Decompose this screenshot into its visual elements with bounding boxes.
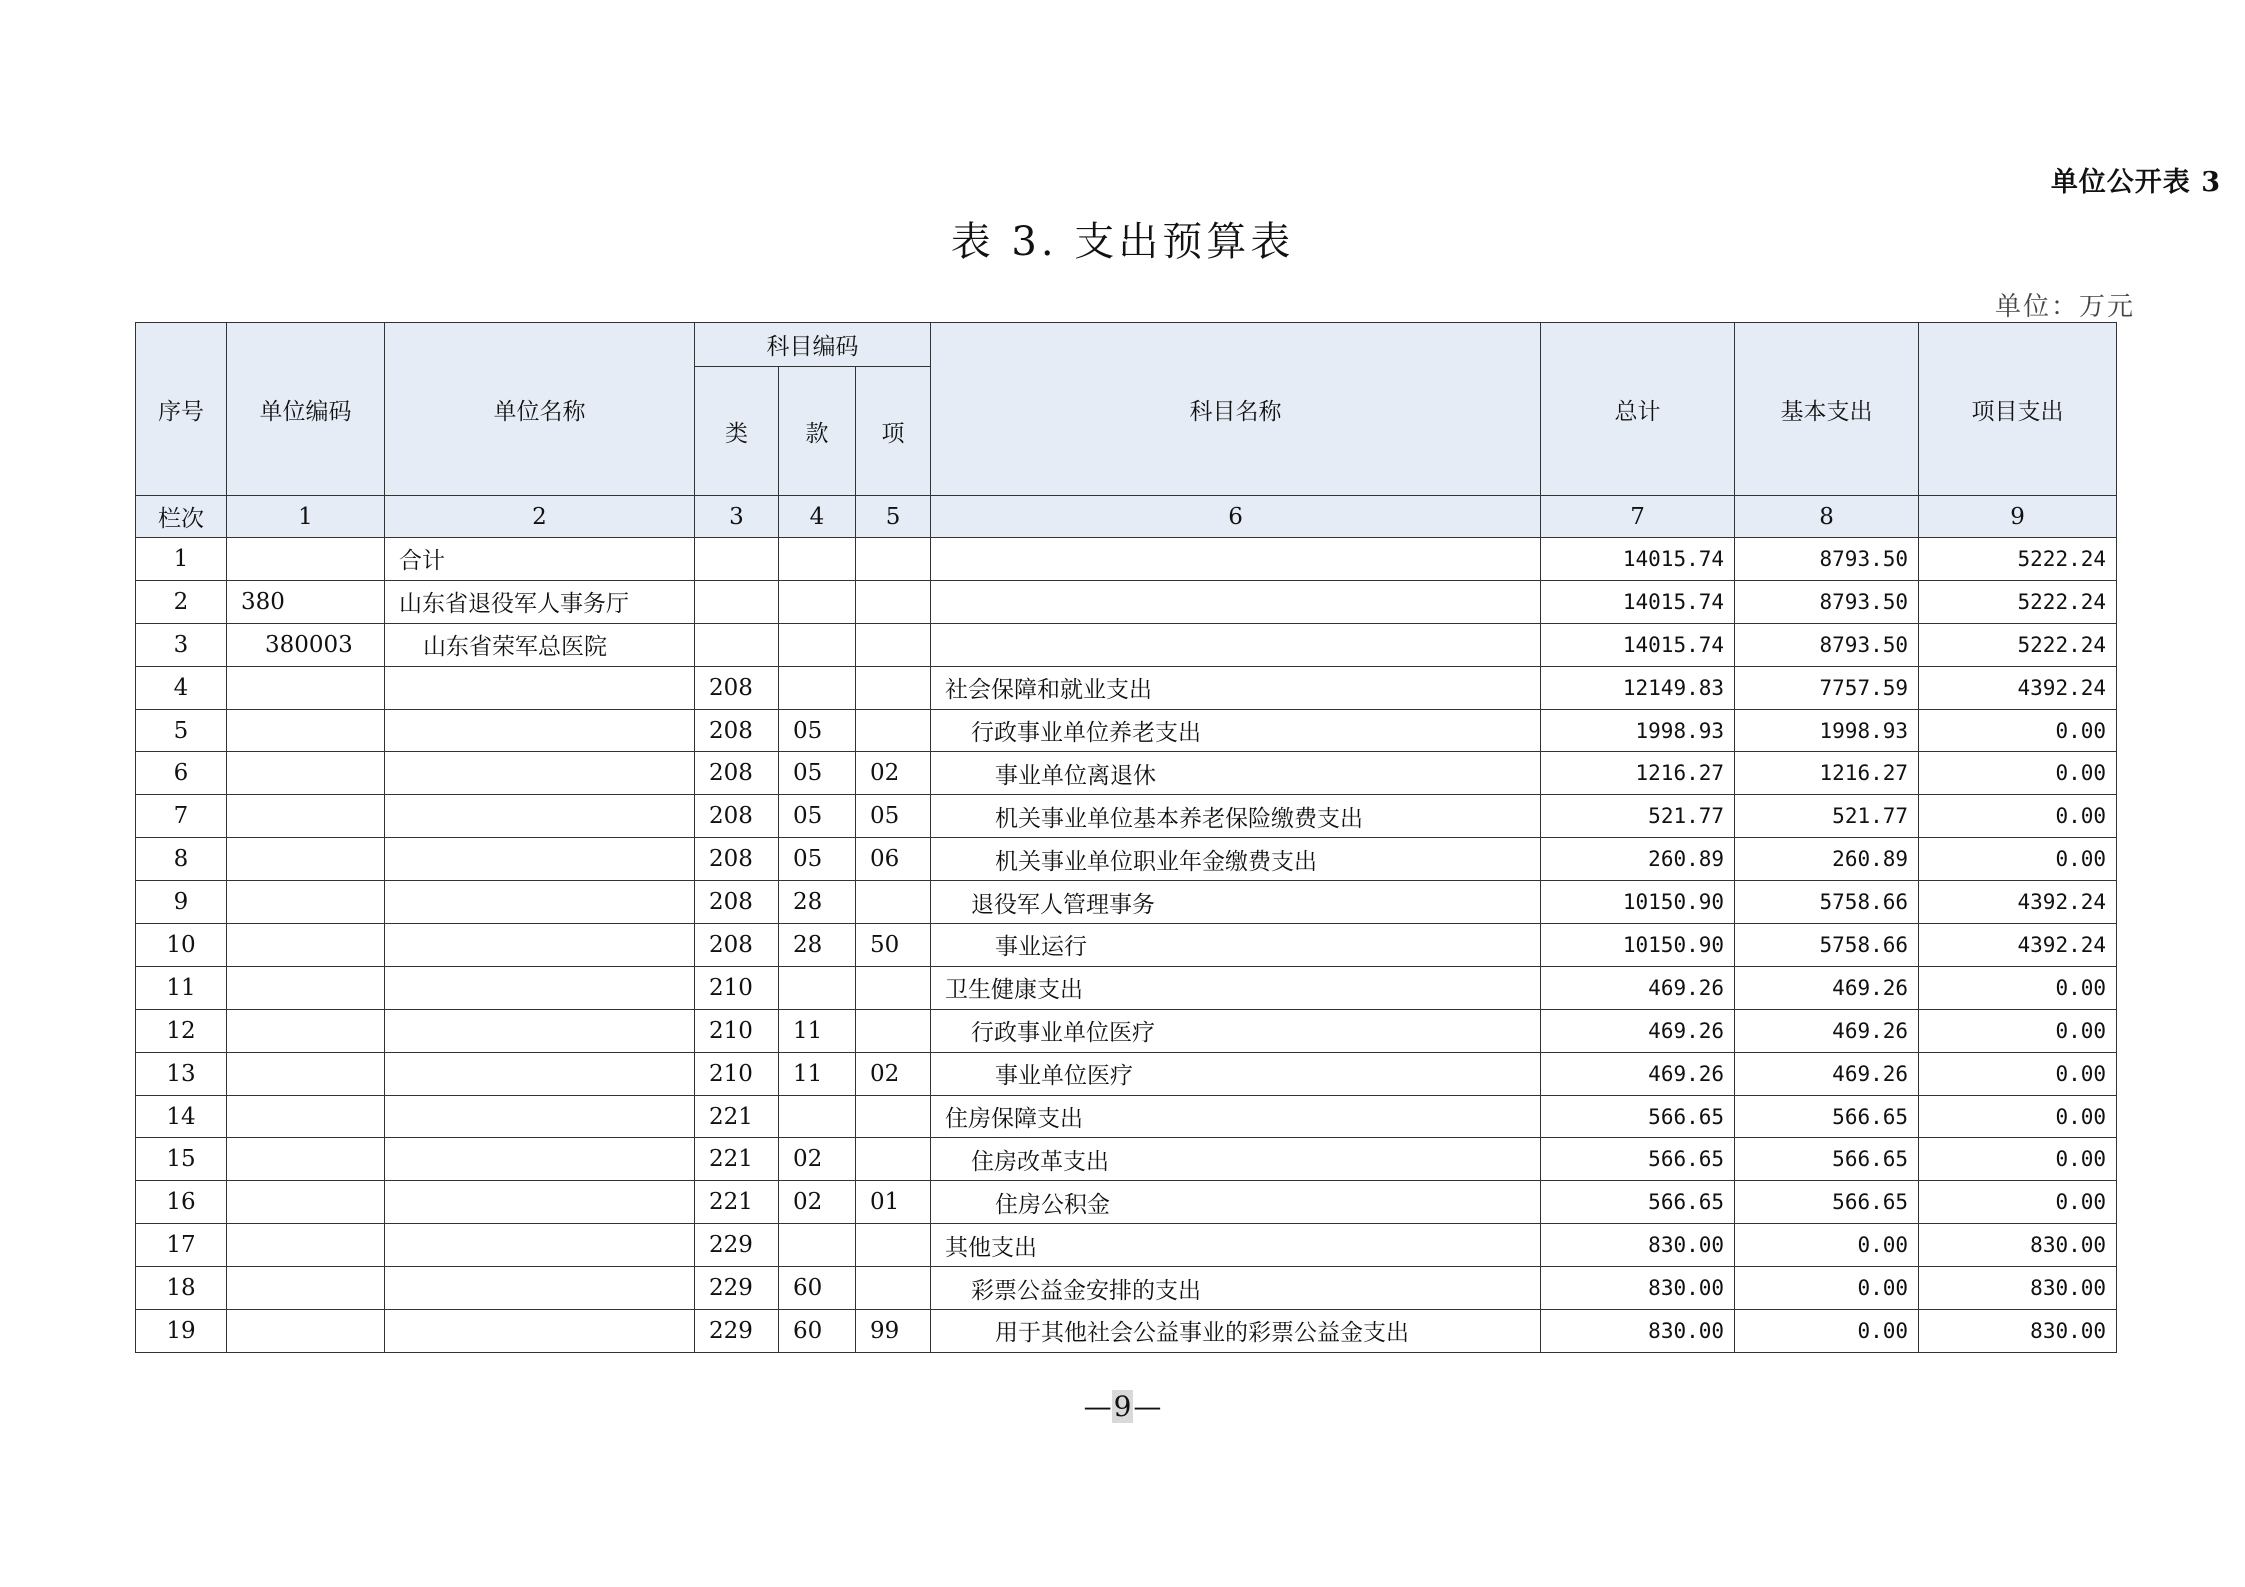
- row-total: 10150.90: [1541, 881, 1735, 924]
- row-class-code: 208: [695, 709, 779, 752]
- row-project-expenditure: 830.00: [1919, 1310, 2117, 1353]
- form-label: 单位公开表 3: [2050, 167, 2221, 198]
- header-class: 类: [695, 367, 779, 496]
- row-project-expenditure: 0.00: [1919, 1052, 2117, 1095]
- row-item-code: [856, 623, 931, 666]
- page-title: 表 3. 支出预算表: [950, 219, 1295, 265]
- row-project-expenditure: 4392.24: [1919, 666, 2117, 709]
- row-basic-expenditure: 5758.66: [1735, 924, 1919, 967]
- column-number: 4: [779, 496, 856, 538]
- table-row: [136, 538, 2117, 581]
- row-basic-expenditure: 566.65: [1735, 1138, 1919, 1181]
- row-basic-expenditure: 1998.93: [1735, 709, 1919, 752]
- row-unit-name: [385, 924, 695, 967]
- row-unit-name: [385, 881, 695, 924]
- row-class-code: 221: [695, 1138, 779, 1181]
- row-class-code: [695, 580, 779, 623]
- row-subject-name: 住房公积金: [931, 1181, 1541, 1224]
- row-basic-expenditure: 469.26: [1735, 1052, 1919, 1095]
- row-total: 566.65: [1541, 1181, 1735, 1224]
- row-total: 521.77: [1541, 795, 1735, 838]
- row-basic-expenditure: 5758.66: [1735, 881, 1919, 924]
- row-seq: 7: [136, 795, 227, 838]
- row-project-expenditure: 0.00: [1919, 795, 2117, 838]
- row-section-code: [779, 1095, 856, 1138]
- header-total: 总计: [1541, 323, 1735, 496]
- row-total: 469.26: [1541, 966, 1735, 1009]
- row-seq: 18: [136, 1267, 227, 1310]
- row-subject-name: 事业运行: [931, 924, 1541, 967]
- row-total: 14015.74: [1541, 538, 1735, 581]
- row-basic-expenditure: 8793.50: [1735, 580, 1919, 623]
- row-total: 14015.74: [1541, 623, 1735, 666]
- row-unit-code: [227, 1138, 385, 1181]
- row-unit-name: [385, 1052, 695, 1095]
- row-unit-code: [227, 1310, 385, 1353]
- row-seq: 19: [136, 1310, 227, 1353]
- row-unit-name: [385, 1310, 695, 1353]
- table-row: [136, 1310, 2117, 1353]
- row-project-expenditure: 0.00: [1919, 1181, 2117, 1224]
- row-item-code: 01: [856, 1181, 931, 1224]
- row-basic-expenditure: 0.00: [1735, 1310, 1919, 1353]
- row-subject-name: 行政事业单位养老支出: [931, 709, 1541, 752]
- row-unit-code: [227, 1009, 385, 1052]
- row-unit-code: [227, 1095, 385, 1138]
- row-subject-name: 事业单位离退休: [931, 752, 1541, 795]
- row-project-expenditure: 0.00: [1919, 709, 2117, 752]
- row-unit-name: [385, 1267, 695, 1310]
- row-project-expenditure: 0.00: [1919, 1009, 2117, 1052]
- table-row: [136, 1009, 2117, 1052]
- row-seq: 10: [136, 924, 227, 967]
- row-project-expenditure: 4392.24: [1919, 881, 2117, 924]
- row-unit-name: [385, 838, 695, 881]
- row-subject-name: 机关事业单位基本养老保险缴费支出: [931, 795, 1541, 838]
- row-total: 469.26: [1541, 1009, 1735, 1052]
- row-unit-code: [227, 881, 385, 924]
- column-number-row: [136, 496, 2117, 538]
- column-number: 栏次: [136, 496, 227, 538]
- row-basic-expenditure: 1216.27: [1735, 752, 1919, 795]
- header-row: [136, 323, 2117, 367]
- row-section-code: 28: [779, 881, 856, 924]
- header-section: 款: [779, 367, 856, 496]
- header-subject-name: 科目名称: [931, 323, 1541, 496]
- row-unit-name: [385, 966, 695, 1009]
- row-item-code: [856, 966, 931, 1009]
- column-number: 1: [227, 496, 385, 538]
- row-unit-name: [385, 1181, 695, 1224]
- header-item: 项: [856, 367, 931, 496]
- row-unit-name: [385, 1009, 695, 1052]
- row-item-code: [856, 1267, 931, 1310]
- row-unit-code: [227, 795, 385, 838]
- row-unit-name: [385, 709, 695, 752]
- row-item-code: 06: [856, 838, 931, 881]
- row-item-code: [856, 709, 931, 752]
- row-seq: 1: [136, 538, 227, 581]
- row-subject-name: [931, 623, 1541, 666]
- row-item-code: [856, 1224, 931, 1267]
- row-total: 469.26: [1541, 1052, 1735, 1095]
- column-number: 6: [931, 496, 1541, 538]
- table-row: [136, 623, 2117, 666]
- row-project-expenditure: 5222.24: [1919, 538, 2117, 581]
- table-row: [136, 838, 2117, 881]
- row-item-code: [856, 881, 931, 924]
- header-unit-code: 单位编码: [227, 323, 385, 496]
- row-subject-name: 卫生健康支出: [931, 966, 1541, 1009]
- row-section-code: [779, 966, 856, 1009]
- row-subject-name: 社会保障和就业支出: [931, 666, 1541, 709]
- table-body: [136, 538, 2117, 1353]
- row-class-code: 229: [695, 1267, 779, 1310]
- row-unit-code: [227, 538, 385, 581]
- row-subject-name: 行政事业单位医疗: [931, 1009, 1541, 1052]
- table-row: [136, 1181, 2117, 1224]
- row-project-expenditure: 5222.24: [1919, 580, 2117, 623]
- row-section-code: [779, 1224, 856, 1267]
- table-row: [136, 580, 2117, 623]
- row-total: 830.00: [1541, 1310, 1735, 1353]
- column-number: 3: [695, 496, 779, 538]
- table-row: [136, 1052, 2117, 1095]
- row-project-expenditure: 830.00: [1919, 1224, 2117, 1267]
- row-class-code: 229: [695, 1310, 779, 1353]
- unit-label: 单位：万元: [1994, 292, 2135, 322]
- row-unit-code: [227, 752, 385, 795]
- row-class-code: 210: [695, 1009, 779, 1052]
- row-section-code: 02: [779, 1138, 856, 1181]
- row-unit-name: [385, 1095, 695, 1138]
- row-class-code: 208: [695, 881, 779, 924]
- row-total: 830.00: [1541, 1224, 1735, 1267]
- row-unit-code: [227, 924, 385, 967]
- page-number-value: 9: [1113, 1390, 1132, 1423]
- row-project-expenditure: 830.00: [1919, 1267, 2117, 1310]
- header-seq: 序号: [136, 323, 227, 496]
- row-subject-name: 用于其他社会公益事业的彩票公益金支出: [931, 1310, 1541, 1353]
- row-subject-name: 彩票公益金安排的支出: [931, 1267, 1541, 1310]
- row-unit-code: [227, 1181, 385, 1224]
- row-subject-name: 住房改革支出: [931, 1138, 1541, 1181]
- row-project-expenditure: 0.00: [1919, 752, 2117, 795]
- row-total: 566.65: [1541, 1095, 1735, 1138]
- row-class-code: 221: [695, 1181, 779, 1224]
- row-unit-code: [227, 1224, 385, 1267]
- row-class-code: 208: [695, 795, 779, 838]
- row-basic-expenditure: 566.65: [1735, 1095, 1919, 1138]
- row-project-expenditure: 0.00: [1919, 838, 2117, 881]
- row-seq: 17: [136, 1224, 227, 1267]
- table-row: [136, 1138, 2117, 1181]
- row-seq: 13: [136, 1052, 227, 1095]
- row-unit-code: [227, 838, 385, 881]
- page-number: [0, 1390, 2245, 1423]
- row-unit-code: [227, 709, 385, 752]
- column-number: 7: [1541, 496, 1735, 538]
- table-row: [136, 709, 2117, 752]
- row-item-code: [856, 580, 931, 623]
- row-class-code: 229: [695, 1224, 779, 1267]
- row-item-code: [856, 538, 931, 581]
- row-item-code: [856, 1009, 931, 1052]
- row-class-code: 221: [695, 1095, 779, 1138]
- page-number-dash-left: —: [1083, 1390, 1112, 1423]
- row-seq: 14: [136, 1095, 227, 1138]
- header-basic-expenditure: 基本支出: [1735, 323, 1919, 496]
- row-seq: 9: [136, 881, 227, 924]
- row-section-code: [779, 580, 856, 623]
- table-row: [136, 924, 2117, 967]
- table-row: [136, 752, 2117, 795]
- row-unit-name: [385, 752, 695, 795]
- column-number: 8: [1735, 496, 1919, 538]
- row-seq: 12: [136, 1009, 227, 1052]
- row-total: 830.00: [1541, 1267, 1735, 1310]
- row-section-code: 02: [779, 1181, 856, 1224]
- row-unit-name: [385, 1224, 695, 1267]
- row-section-code: [779, 538, 856, 581]
- row-subject-name: [931, 538, 1541, 581]
- row-section-code: 60: [779, 1267, 856, 1310]
- row-unit-name: 合计: [385, 538, 695, 581]
- row-section-code: 11: [779, 1052, 856, 1095]
- table-row: [136, 966, 2117, 1009]
- row-unit-name: 山东省退役军人事务厅: [385, 580, 695, 623]
- row-item-code: [856, 1095, 931, 1138]
- row-class-code: [695, 538, 779, 581]
- row-project-expenditure: 0.00: [1919, 1095, 2117, 1138]
- row-section-code: 28: [779, 924, 856, 967]
- row-basic-expenditure: 0.00: [1735, 1224, 1919, 1267]
- row-basic-expenditure: 0.00: [1735, 1267, 1919, 1310]
- row-unit-code: [227, 966, 385, 1009]
- row-basic-expenditure: 469.26: [1735, 966, 1919, 1009]
- row-seq: 6: [136, 752, 227, 795]
- row-basic-expenditure: 8793.50: [1735, 538, 1919, 581]
- row-subject-name: 住房保障支出: [931, 1095, 1541, 1138]
- row-item-code: 02: [856, 752, 931, 795]
- row-item-code: 50: [856, 924, 931, 967]
- row-section-code: [779, 666, 856, 709]
- row-class-code: 208: [695, 752, 779, 795]
- row-seq: 8: [136, 838, 227, 881]
- row-project-expenditure: 5222.24: [1919, 623, 2117, 666]
- row-section-code: 11: [779, 1009, 856, 1052]
- row-unit-code: [227, 666, 385, 709]
- row-total: 10150.90: [1541, 924, 1735, 967]
- row-unit-name: [385, 666, 695, 709]
- row-section-code: 05: [779, 795, 856, 838]
- row-section-code: 60: [779, 1310, 856, 1353]
- row-class-code: 208: [695, 838, 779, 881]
- row-basic-expenditure: 566.65: [1735, 1181, 1919, 1224]
- column-number: 5: [856, 496, 931, 538]
- row-project-expenditure: 0.00: [1919, 966, 2117, 1009]
- row-seq: 2: [136, 580, 227, 623]
- page-number-dash-right: —: [1133, 1390, 1162, 1423]
- table-row: [136, 1224, 2117, 1267]
- row-section-code: 05: [779, 838, 856, 881]
- row-total: 1998.93: [1541, 709, 1735, 752]
- row-unit-name: 山东省荣军总医院: [385, 623, 695, 666]
- row-total: 12149.83: [1541, 666, 1735, 709]
- table-row: [136, 666, 2117, 709]
- row-subject-name: [931, 580, 1541, 623]
- row-subject-name: 事业单位医疗: [931, 1052, 1541, 1095]
- row-basic-expenditure: 8793.50: [1735, 623, 1919, 666]
- row-class-code: 208: [695, 924, 779, 967]
- row-unit-code: 380003: [227, 623, 385, 666]
- row-item-code: 99: [856, 1310, 931, 1353]
- row-item-code: 05: [856, 795, 931, 838]
- row-unit-name: [385, 795, 695, 838]
- row-seq: 3: [136, 623, 227, 666]
- row-seq: 4: [136, 666, 227, 709]
- row-seq: 16: [136, 1181, 227, 1224]
- table-row: [136, 1095, 2117, 1138]
- header-subject-code: 科目编码: [695, 323, 931, 367]
- table-row: [136, 1267, 2117, 1310]
- row-section-code: 05: [779, 752, 856, 795]
- row-subject-name: 退役军人管理事务: [931, 881, 1541, 924]
- column-number: 9: [1919, 496, 2117, 538]
- row-subject-name: 其他支出: [931, 1224, 1541, 1267]
- row-unit-name: [385, 1138, 695, 1181]
- row-basic-expenditure: 521.77: [1735, 795, 1919, 838]
- row-unit-code: [227, 1267, 385, 1310]
- row-class-code: 210: [695, 1052, 779, 1095]
- row-total: 260.89: [1541, 838, 1735, 881]
- header-unit-name: 单位名称: [385, 323, 695, 496]
- row-item-code: [856, 666, 931, 709]
- table-row: [136, 795, 2117, 838]
- row-section-code: 05: [779, 709, 856, 752]
- row-project-expenditure: 0.00: [1919, 1138, 2117, 1181]
- header-project-expenditure: 项目支出: [1919, 323, 2117, 496]
- row-section-code: [779, 623, 856, 666]
- row-unit-code: [227, 1052, 385, 1095]
- row-total: 566.65: [1541, 1138, 1735, 1181]
- expenditure-budget-table: [135, 322, 2117, 1353]
- column-number: 2: [385, 496, 695, 538]
- row-basic-expenditure: 469.26: [1735, 1009, 1919, 1052]
- table-row: [136, 881, 2117, 924]
- row-total: 1216.27: [1541, 752, 1735, 795]
- row-class-code: 210: [695, 966, 779, 1009]
- row-class-code: 208: [695, 666, 779, 709]
- row-seq: 15: [136, 1138, 227, 1181]
- row-unit-code: 380: [227, 580, 385, 623]
- row-basic-expenditure: 260.89: [1735, 838, 1919, 881]
- row-total: 14015.74: [1541, 580, 1735, 623]
- row-class-code: [695, 623, 779, 666]
- row-seq: 5: [136, 709, 227, 752]
- row-item-code: 02: [856, 1052, 931, 1095]
- row-seq: 11: [136, 966, 227, 1009]
- row-item-code: [856, 1138, 931, 1181]
- row-subject-name: 机关事业单位职业年金缴费支出: [931, 838, 1541, 881]
- row-basic-expenditure: 7757.59: [1735, 666, 1919, 709]
- row-project-expenditure: 4392.24: [1919, 924, 2117, 967]
